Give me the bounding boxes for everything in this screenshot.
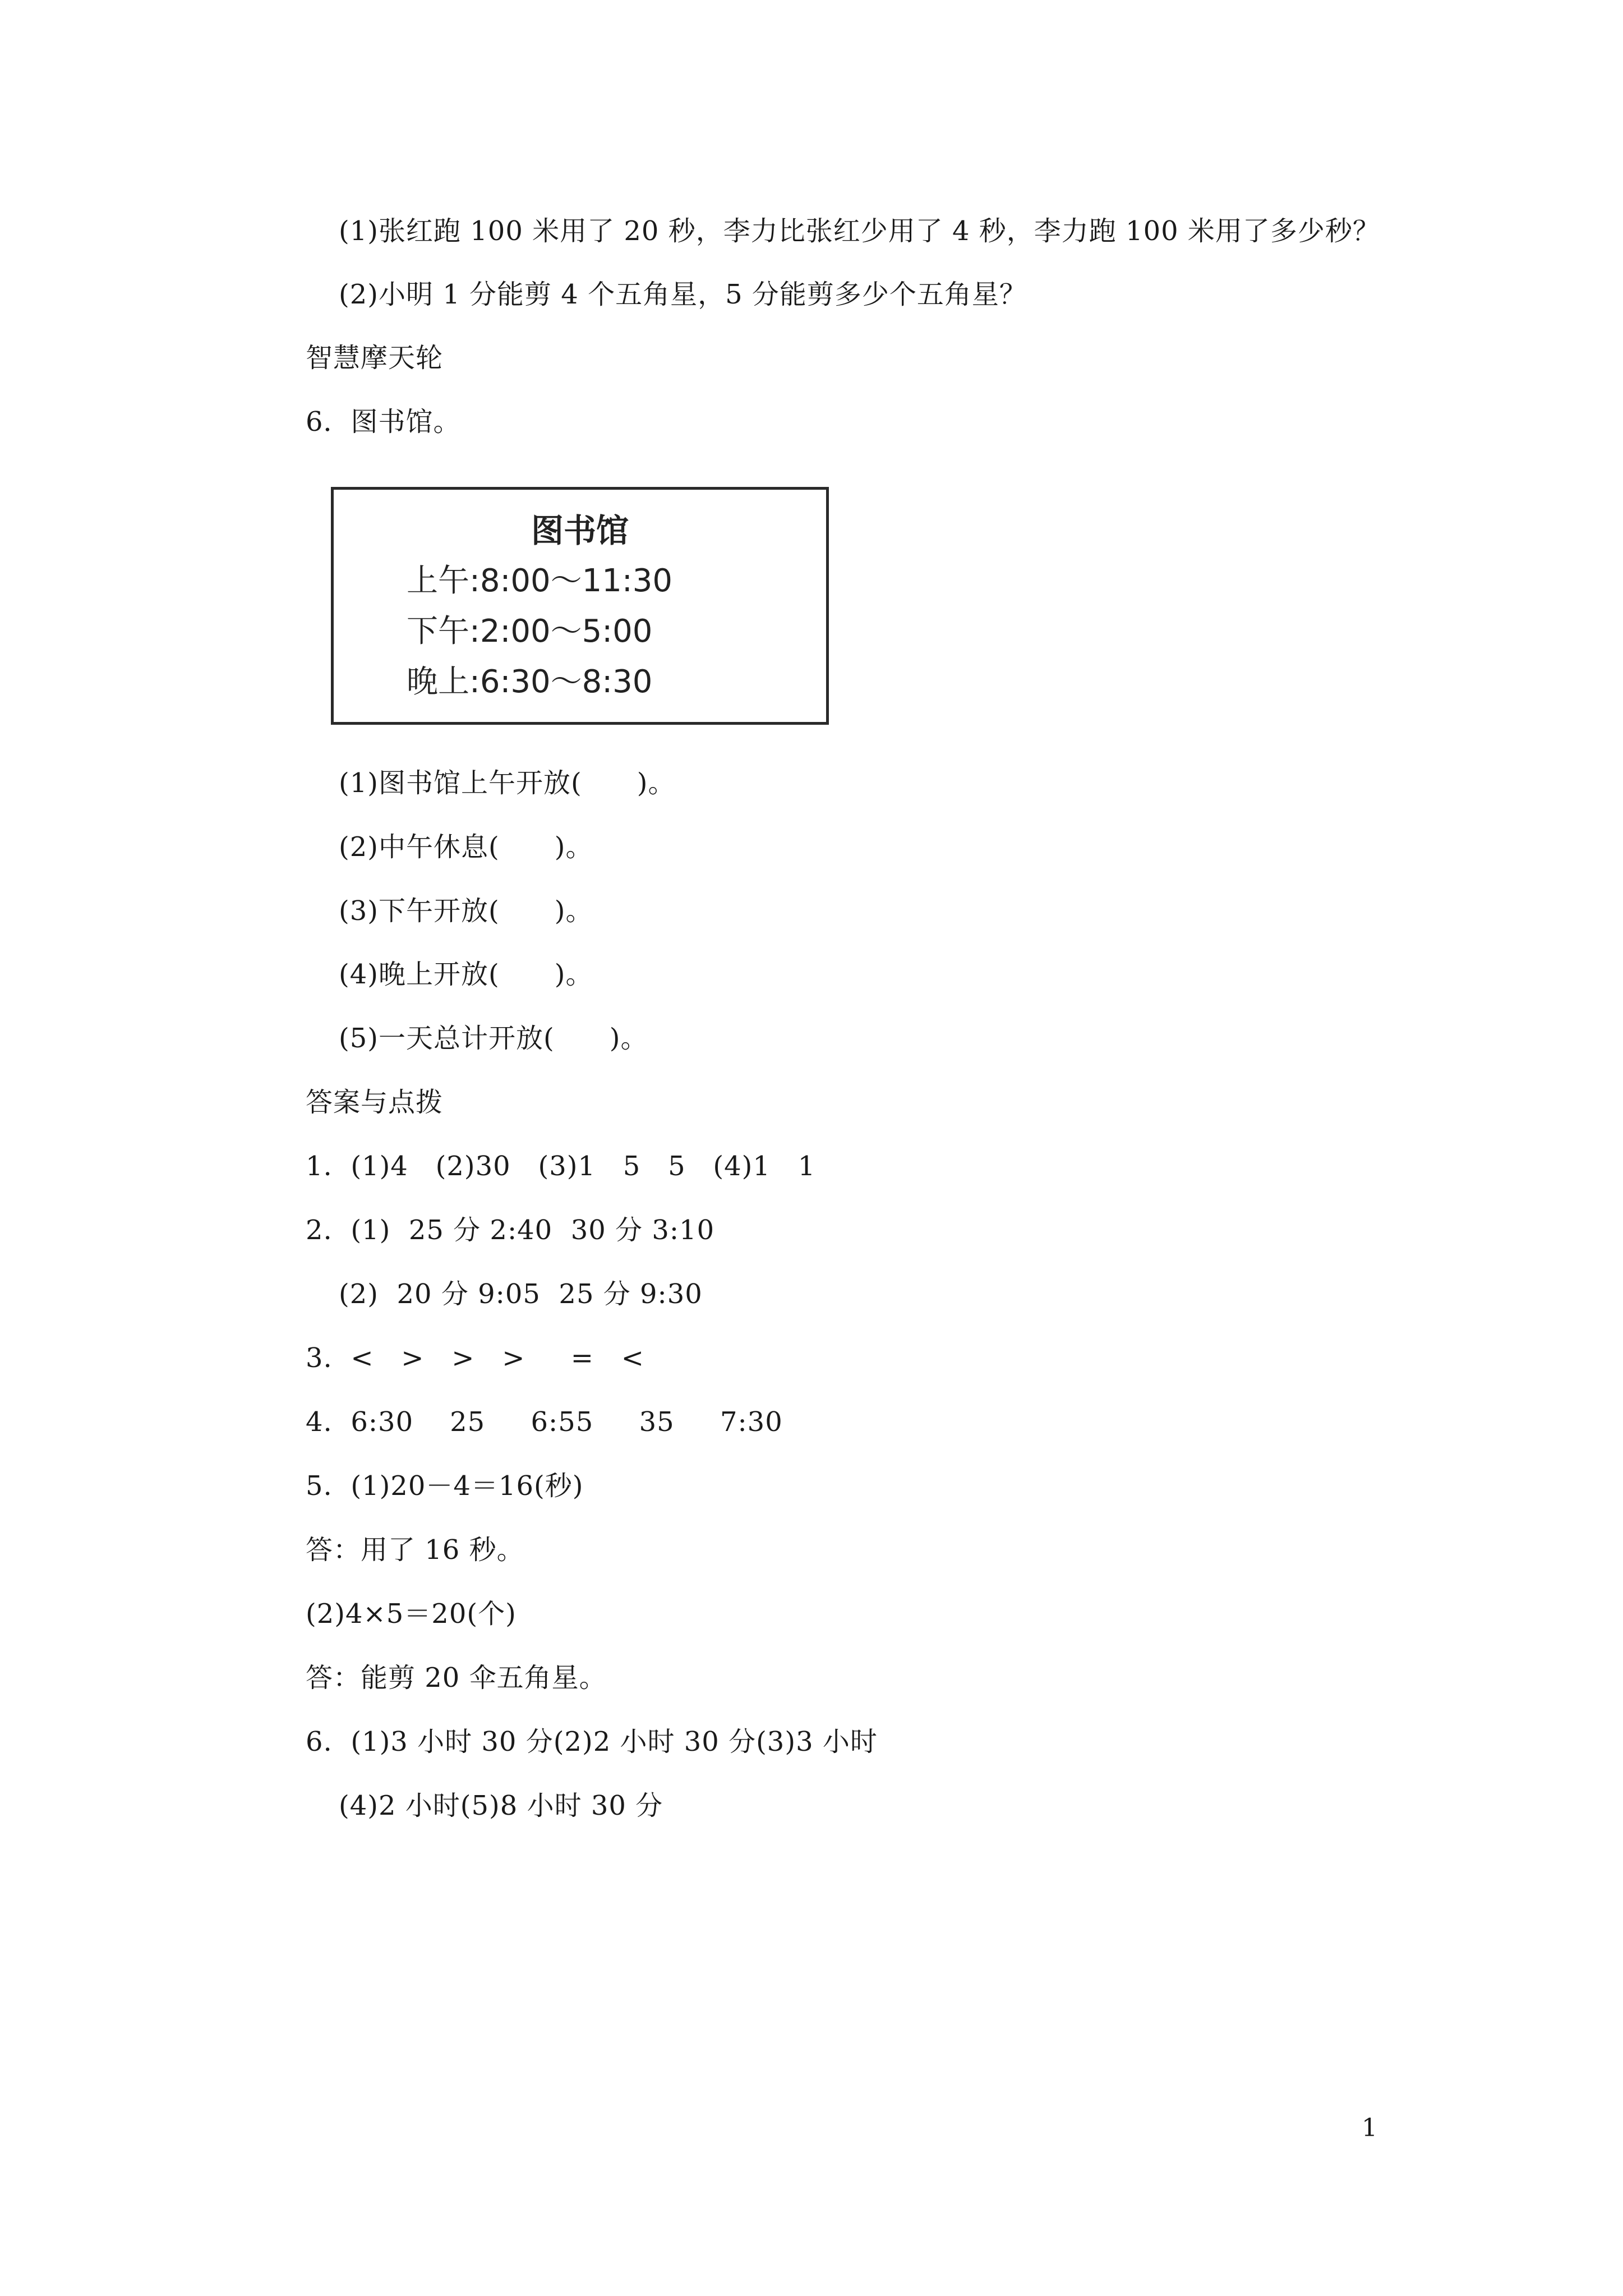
answer-4: 4. 6:30 25 6:55 35 7:30 (306, 1406, 783, 1438)
question-5-1: (1)张红跑 100 米用了 20 秒，李力比张红少用了 4 秒，李力跑 100 米用了多少秒？ (339, 215, 1380, 247)
answer-5-1: 5. (1)20－4＝16(秒) (306, 1470, 584, 1502)
answer-3: 3. < > > > = < (306, 1342, 645, 1374)
question-6-item: (5)一天总计开放( )。 (339, 1023, 648, 1054)
section-title: 智慧摩天轮 (306, 342, 444, 374)
notice-evening-hours: 晚上:6:30～8:30 (407, 664, 653, 700)
answer-6-2: (4)2 小时(5)8 小时 30 分 (339, 1790, 663, 1821)
question-6-item: (1)图书馆上午开放( )。 (339, 767, 676, 799)
page-number: 1 (1362, 2114, 1377, 2142)
notice-morning-hours: 上午:8:00～11:30 (407, 563, 673, 599)
question-6-item: (3)下午开放( )。 (339, 895, 593, 927)
answer-6-1: 6. (1)3 小时 30 分(2)2 小时 30 分(3)3 小时 (306, 1726, 878, 1757)
answers-heading: 答案与点拨 (306, 1087, 444, 1118)
library-hours-notice (331, 487, 829, 725)
notice-title: 图书馆 (531, 512, 629, 550)
answer-5-4: 答：能剪 20 伞五角星。 (306, 1662, 607, 1694)
answer-5-3: (2)4×5＝20(个) (306, 1598, 517, 1630)
answer-1: 1. (1)4 (2)30 (3)1 5 5 (4)1 1 (306, 1151, 816, 1182)
answer-2-1: 2. (1) 25 分 2:40 30 分 3:10 (306, 1214, 715, 1246)
question-6-title: 6．图书馆。 (306, 406, 461, 438)
answer-5-2: 答：用了 16 秒。 (306, 1534, 524, 1566)
question-5-2: (2)小明 1 分能剪 4 个五角星，5 分能剪多少个五角星？ (339, 279, 1027, 310)
question-6-item: (4)晚上开放( )。 (339, 959, 593, 990)
question-6-item: (2)中午休息( )。 (339, 831, 593, 863)
answer-2-2: (2) 20 分 9:05 25 分 9:30 (339, 1278, 703, 1310)
notice-afternoon-hours: 下午:2:00～5:00 (407, 613, 653, 650)
